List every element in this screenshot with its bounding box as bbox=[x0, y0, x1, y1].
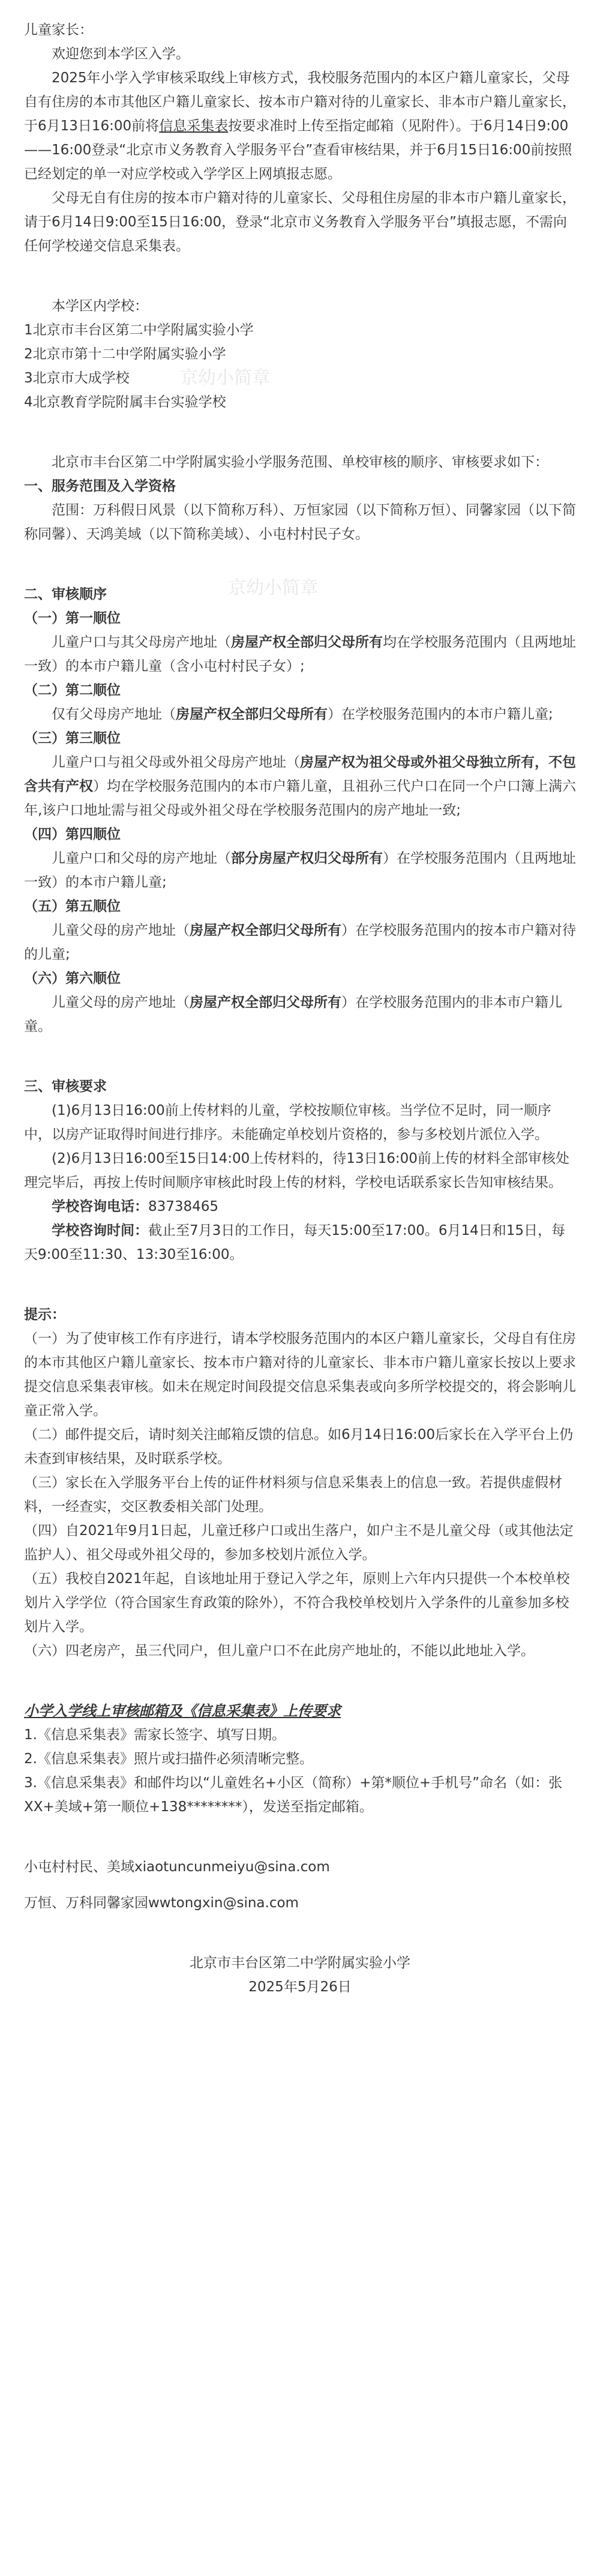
order-body: 儿童户口和父母的房产地址（部分房屋产权归父母所有）在学校服务范围内（且两地址一致）的本市户籍儿童; bbox=[24, 851, 576, 890]
order-label: （二）第二顺位 bbox=[24, 683, 121, 698]
order-body: 儿童户口与祖父母或外祖父母房产地址（房屋产权为祖父母或外祖父母独立所有，不包含共有产权）均在学校服务范围内的本市户籍儿童，且祖孙三代户口在同一个户口簿上满六年,该户口地址需与祖父母或外祖父母在学校服务范围内的房产地址一致; bbox=[24, 755, 576, 818]
email-line-xiaotuncun[interactable]: 小屯村村民、美域xiaotuncunmeiyu@sina.com bbox=[24, 1859, 330, 1875]
info-form-link[interactable]: 信息采集表 bbox=[159, 118, 229, 134]
order-label: （三）第三顺位 bbox=[24, 731, 121, 746]
school-phone: 学校咨询电话：83738465 bbox=[52, 1199, 219, 1214]
order-label: （五）第五顺位 bbox=[24, 899, 121, 914]
email-line-wanheng[interactable]: 万恒、万科同馨家园wwtongxin@sina.com bbox=[24, 1895, 299, 1911]
tip-item: （五）我校自2021年起，自该地址用于登记入学之年，原则上六年内只提供一个本校单校划片入学学位（符合国家生育政策的除外），不符合我校单校划片入学条件的儿童参加多校划片入学。 bbox=[24, 1571, 570, 1635]
requirement-1: (1)6月13日16:00前上传材料的儿童，学校按顺位审核。当学位不足时，同一顺序中，以房产证取得时间进行排序。未能确定单校划片资格的，参与多校划片派位入学。 bbox=[24, 1103, 551, 1142]
tip-item: （三）家长在入学服务平台上传的证件材料须与信息采集表上的信息一致。若提供虚假材料，一经查实，交区教委相关部门处理。 bbox=[24, 1475, 562, 1515]
watermark-top: 京幼小简章 bbox=[180, 367, 270, 388]
intro-paragraph-3: 父母无自有住房的按本市户籍对待的儿童家长、父母租住房屋的非本市户籍儿童家长，请于6月14日9:00至15日16:00，登录“北京市义务教育入学服务平台”填报志愿，不需向任何学校递交信息采集表。 bbox=[24, 190, 576, 254]
upload-item: 2.《信息采集表》照片或扫描件必须清晰完整。 bbox=[24, 1751, 313, 1767]
section1-title: 一、服务范围及入学资格 bbox=[24, 478, 176, 494]
intro-paragraph-2 bbox=[24, 66, 576, 186]
school-item: 3北京市大成学校 bbox=[24, 370, 130, 386]
order-body: 仅有父母房产地址（房屋产权全部归父母所有）在学校服务范围内的本市户籍儿童; bbox=[52, 707, 553, 722]
school-consult-time: 学校咨询时间：截止至7月3日的工作日，每天15:00至17:00。6月14日和15日，每天9:00至11:30、13:30至16:00。 bbox=[24, 1223, 565, 1262]
requirement-2: (2)6月13日16:00至15日14:00上传材料的，待13日16:00前上传的材料全部审核处理完毕后，再按上传时间顺序审核此时段上传的材料，学校电话联系家长告知审核结果。 bbox=[24, 1151, 569, 1190]
order-body: 儿童父母的房产地址（房屋产权全部归父母所有）在学校服务范围内的按本市户籍对待的儿童; bbox=[24, 923, 576, 962]
tip-item: （二）邮件提交后，请时刻关注邮箱反馈的信息。如6月14日16:00后家长在入学平台上仍未查到审核结果，及时联系学校。 bbox=[24, 1427, 574, 1467]
footer-date: 2025年5月26日 bbox=[248, 1979, 352, 1995]
scope-intro: 北京市丰台区第二中学附属实验小学服务范围、单校审核的顺序、审核要求如下： bbox=[52, 454, 548, 470]
intro-p2-text-b: 按要求准时上传至指定邮箱（见附件）。于6月14日9:00——16:00登录“北京市义务教育入学服务平台”查看审核结果，并于6月15日16:00前按照已经划定的单一对应学校或入学学区上网填报志愿。 bbox=[24, 118, 572, 182]
tips-title: 提示： bbox=[24, 1307, 65, 1323]
tip-item: （六）四老房产，虽三代同户，但儿童户口不在此房产地址的，不能以此地址入学。 bbox=[24, 1643, 535, 1659]
upload-requirements-title: 小学入学线上审核邮箱及《信息采集表》上传要求 bbox=[24, 1703, 341, 1719]
tip-item: （一）为了使审核工作有序进行，请本学校服务范围内的本区户籍儿童家长，父母自有住房的本市其他区户籍儿童家长、按本市户籍对待的儿童家长、非本市户籍儿童家长按以上要求提交信息采集表审核。如未在规定时间段提交信息采集表或向多所学校提交的，将会影响儿童正常入学。 bbox=[24, 1331, 576, 1419]
order-label: （四）第四顺位 bbox=[24, 827, 121, 842]
tip-item: （四）自2021年9月1日起，儿童迁移户口或出生落户，如户主不是儿童父母（或其他法定监护人）、祖父母或外祖父母的，参加多校划片派位入学。 bbox=[24, 1523, 574, 1563]
watermark-mid: 京幼小简章 bbox=[228, 578, 318, 599]
upload-item: 3.《信息采集表》和邮件均以“儿童姓名+小区（简称）+第*顺位+手机号”命名（如：张XX+美域+第一顺位+138********），发送至指定邮箱。 bbox=[24, 1775, 563, 1815]
schools-heading: 本学区内学校： bbox=[52, 298, 148, 314]
intro-p2-text-a: 2025年小学入学审核采取线上审核方式，我校服务范围内的本区户籍儿童家长，父母自有住房的本市其他区户籍儿童家长、按本市户籍对待的儿童家长、非本市户籍儿童家长，于6月13日16:00前将 bbox=[24, 70, 576, 134]
order-label: （一）第一顺位 bbox=[24, 611, 121, 626]
footer-school-name: 北京市丰台区第二中学附属实验小学 bbox=[190, 1955, 410, 1971]
school-item: 1北京市丰台区第二中学附属实验小学 bbox=[24, 322, 254, 338]
section2-title: 二、审核顺序 bbox=[24, 587, 107, 602]
order-body: 儿童户口与其父母房产地址（房屋产权全部归父母所有均在学校服务范围内（且两地址一致）的本市户籍儿童（含小屯村村民子女）; bbox=[24, 635, 576, 674]
order-label: （六）第六顺位 bbox=[24, 971, 121, 986]
school-item: 2北京市第十二中学附属实验小学 bbox=[24, 346, 226, 362]
section3-title: 三、审核要求 bbox=[24, 1079, 107, 1094]
section1-body: 范围：万科假日风景（以下简称万科）、万恒家园（以下简称万恒）、同馨家园（以下简称同馨）、天鸿美域（以下简称美域）、小屯村村民子女。 bbox=[24, 502, 576, 542]
intro-welcome: 欢迎您到本学区入学。 bbox=[52, 46, 190, 62]
order-body: 儿童父母的房产地址（房屋产权全部归父母所有）在学校服务范围内的非本市户籍儿童。 bbox=[24, 995, 562, 1034]
greeting: 儿童家长： bbox=[24, 22, 93, 38]
school-item: 4北京教育学院附属丰台实验学校 bbox=[24, 394, 226, 410]
upload-item: 1.《信息采集表》需家长签字、填写日期。 bbox=[24, 1727, 286, 1743]
